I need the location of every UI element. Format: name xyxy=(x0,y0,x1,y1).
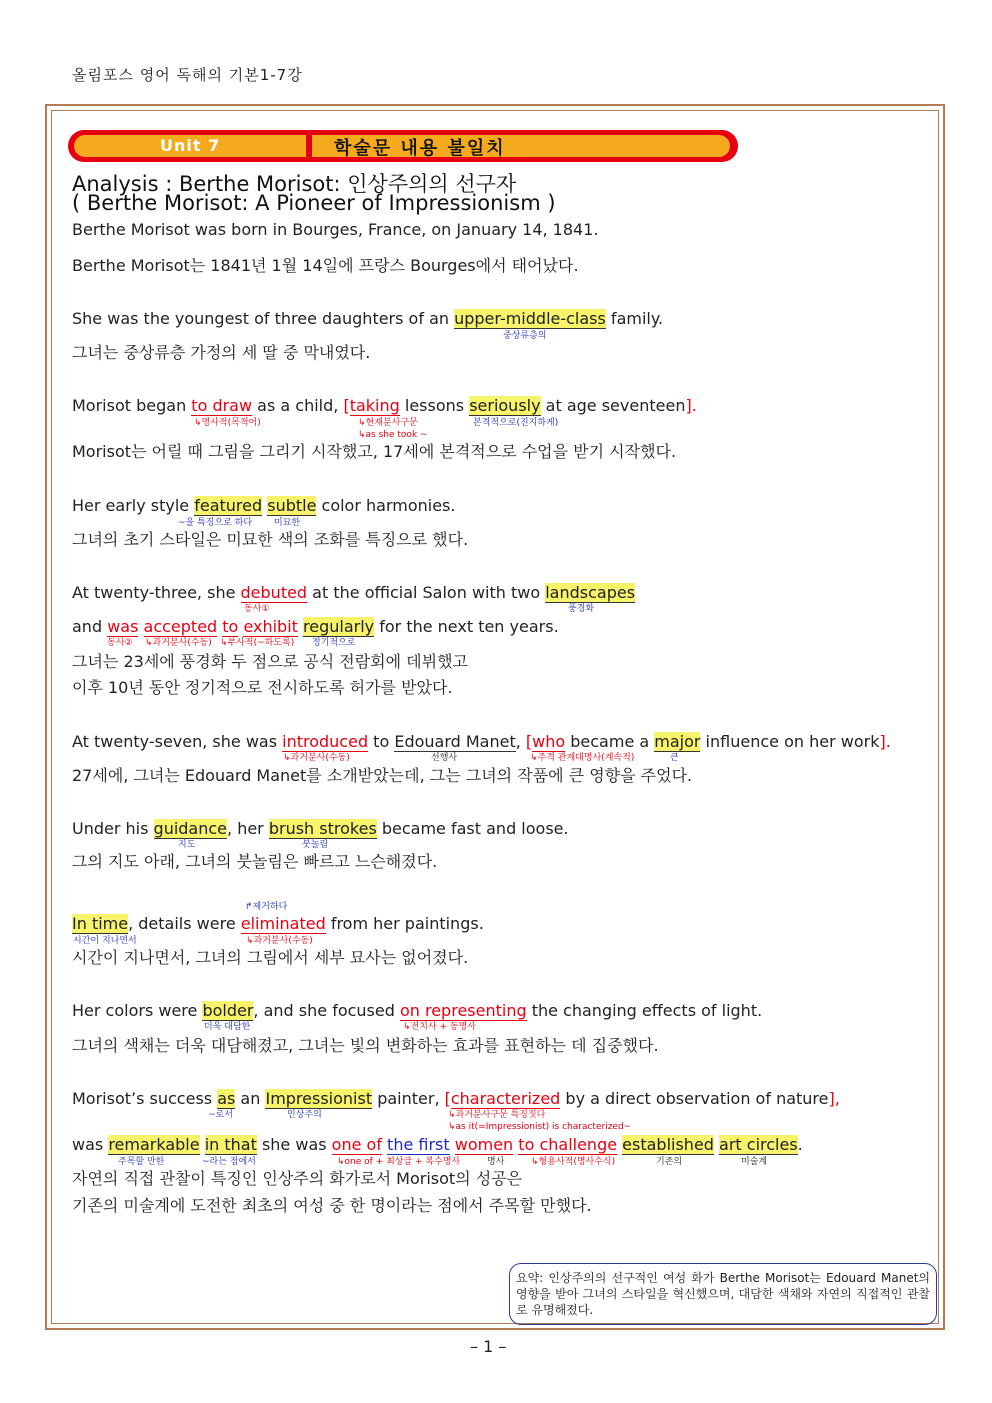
bracket: ]. xyxy=(879,732,891,751)
translation-7: 27세에, 그녀는 Edouard Manet를 소개받았는데, 그는 그녀의 작품에 큰 영향을 주었다. xyxy=(72,766,693,785)
page-number: – 1 – xyxy=(470,1337,507,1356)
text: as a child, xyxy=(252,396,344,415)
text: , her xyxy=(227,819,269,838)
note: 큰 xyxy=(670,753,679,763)
text: family. xyxy=(605,309,664,328)
note: ~을 특징으로 하다 xyxy=(178,518,253,528)
note: ↳현재분사구문 xyxy=(358,418,418,428)
text: , details were xyxy=(128,914,241,933)
vocab-highlight: Impressionist xyxy=(265,1089,373,1108)
text: influence on her work xyxy=(700,732,880,751)
sentence-2 xyxy=(72,309,663,329)
translation-6: 이후 10년 동안 정기적으로 전시하도록 허가를 받았다. xyxy=(72,678,453,697)
note: 기존의 xyxy=(656,1157,683,1167)
text: an xyxy=(235,1089,266,1108)
grammar-highlight: to draw xyxy=(191,396,253,415)
note: 명사 xyxy=(487,1157,505,1167)
vocab-highlight: as xyxy=(217,1089,236,1108)
note: ↳부사적(~하도록) xyxy=(220,638,295,648)
translation-11: 자연의 직접 관찰이 특징인 인상주의 화가로서 Morisot의 성공은 xyxy=(72,1169,523,1188)
note: ↳as she took ~ xyxy=(358,430,428,440)
bracket: ]. xyxy=(685,396,697,415)
sentence-8 xyxy=(72,819,569,839)
note: ~라는 점에서 xyxy=(202,1157,256,1167)
translation-5: 그녀는 23세에 풍경화 두 점으로 공식 전람회에 데뷔했고 xyxy=(72,652,468,671)
note: ↳one of + 최상급 + 복수명사 xyxy=(337,1157,461,1167)
text: lessons xyxy=(399,396,470,415)
analysis-subtitle: ( Berthe Morisot: A Pioneer of Impressionism ) xyxy=(72,191,556,215)
vocab-highlight: regularly xyxy=(303,617,375,636)
note: 동사② xyxy=(107,638,133,648)
sentence-7 xyxy=(72,732,891,752)
note: ↳as it(=Impressionist) is characterized~ xyxy=(448,1122,632,1132)
translation-8: 그의 지도 아래, 그녀의 붓놀림은 빠르고 느슨해졌다. xyxy=(72,852,438,871)
sentence-5 xyxy=(72,583,635,603)
grammar-highlight: was xyxy=(107,617,139,636)
translation-9: 시간이 지나면서, 그녀의 그림에서 세부 묘사는 없어졌다. xyxy=(72,948,469,967)
text xyxy=(450,1135,455,1154)
text: , and she focused xyxy=(253,1001,400,1020)
text: color harmonies. xyxy=(316,496,456,515)
note: ↳형용사적(명사수식) xyxy=(531,1157,616,1167)
translation-10: 그녀의 색채는 더욱 대담해졌고, 그녀는 빛의 변화하는 효과를 표현하는 데 집중했다. xyxy=(72,1036,659,1055)
grammar-highlight: to xyxy=(222,617,239,636)
sentence-11 xyxy=(72,1089,840,1109)
vocab-highlight: bolder xyxy=(202,1001,254,1020)
vocab-highlight: established xyxy=(622,1135,714,1154)
text: Under his xyxy=(72,819,154,838)
grammar-highlight: exhibit xyxy=(243,617,298,636)
analysis-title: Analysis : Berthe Morisot: 인상주의의 선구자 xyxy=(72,172,517,196)
vocab-highlight: in that xyxy=(204,1135,257,1154)
grammar-highlight: eliminated xyxy=(240,914,326,933)
grammar-highlight: taking xyxy=(349,396,400,415)
text: she was xyxy=(256,1135,332,1154)
vocab-highlight: remarkable xyxy=(108,1135,200,1154)
text: Morisot’s success xyxy=(72,1089,218,1108)
text: from her paintings. xyxy=(325,914,484,933)
text: the changing effects of light. xyxy=(526,1001,763,1020)
bracket: ], xyxy=(828,1089,840,1108)
text: was xyxy=(72,1135,109,1154)
note: 미술계 xyxy=(741,1157,768,1167)
sentence-4 xyxy=(72,496,455,516)
vocab-highlight: brush strokes xyxy=(268,819,377,838)
note: 선행사 xyxy=(431,753,458,763)
underlined-text: Edouard Manet xyxy=(394,732,516,751)
note: 인상주의 xyxy=(287,1110,322,1120)
sentence-1: Berthe Morisot was born in Bourges, France, on January 14, 1841. xyxy=(72,220,599,239)
grammar-highlight: on representing xyxy=(399,1001,527,1020)
text: became a xyxy=(565,732,655,751)
note: 동사① xyxy=(244,604,270,614)
note: 정기적으로 xyxy=(312,638,356,648)
sentence-9 xyxy=(72,914,484,934)
note: ↳주격 관계대명사(계속적) xyxy=(530,753,635,763)
note: 붓놀림 xyxy=(302,840,329,850)
text: for the next ten years. xyxy=(374,617,559,636)
text: became fast and loose. xyxy=(376,819,569,838)
note: ↳과거분사(수동) xyxy=(145,638,212,648)
translation-4: 그녀의 초기 스타일은 미묘한 색의 조화를 특징으로 했다. xyxy=(72,530,469,549)
vocab-highlight: In time xyxy=(72,914,129,933)
vocab-highlight: landscapes xyxy=(545,583,636,602)
grammar-highlight-blue: the first xyxy=(387,1135,450,1154)
text: Her colors were xyxy=(72,1001,203,1020)
grammar-highlight: accepted xyxy=(143,617,218,636)
bracket: [ xyxy=(525,732,533,751)
grammar-highlight: women xyxy=(454,1135,514,1154)
text: at the official Salon with two xyxy=(307,583,546,602)
summary-box: 요약: 인상주의의 선구적인 여성 화가 Berthe Morisot는 Edouard Manet의 영향을 받아 그녀의 스타일을 혁신했으며, 대담한 색채와 자연의 직접적인 관찰로 유명해졌다. xyxy=(509,1263,937,1325)
grammar-highlight: who xyxy=(532,732,566,751)
note: 주목할 만한 xyxy=(118,1157,165,1167)
document-header: 올림포스 영어 독해의 기본1-7강 xyxy=(72,66,303,84)
text: She was the youngest of three daughters of an xyxy=(72,309,455,328)
note: 지도 xyxy=(178,840,196,850)
grammar-highlight: debuted xyxy=(240,583,308,602)
sentence-3 xyxy=(72,396,697,416)
unit-title: 학술문 내용 불일치 xyxy=(334,138,506,159)
grammar-highlight: characterized xyxy=(450,1089,561,1108)
unit-label: Unit 7 xyxy=(160,136,221,155)
note: 더욱 대담한 xyxy=(204,1022,251,1032)
text: At twenty-seven, she was xyxy=(72,732,283,751)
grammar-highlight: introduced xyxy=(282,732,369,751)
translation-2: 그녀는 중상류층 가정의 세 딸 중 막내였다. xyxy=(72,343,371,362)
note: 본격적으로(진지하게) xyxy=(473,418,559,428)
text: at age seventeen xyxy=(540,396,686,415)
text xyxy=(200,1135,205,1154)
translation-3: Morisot는 어릴 때 그림을 그리기 시작했고, 17세에 본격적으로 수업을 받기 시작했다. xyxy=(72,442,677,461)
text: painter, xyxy=(372,1089,445,1108)
translation-1: Berthe Morisot는 1841년 1월 14일에 프랑스 Bourges에서 태어났다. xyxy=(72,256,579,275)
text: . xyxy=(797,1135,803,1154)
note: ↳과거분사구문 특징짓다 xyxy=(448,1110,546,1120)
text: , xyxy=(515,732,526,751)
vocab-highlight: upper-middle-class xyxy=(454,309,606,328)
text: and xyxy=(72,617,108,636)
note: ↳과거분사(수동) xyxy=(283,753,350,763)
sentence-12 xyxy=(72,1135,803,1155)
text: At twenty-three, she xyxy=(72,583,241,602)
note: 풍경화 xyxy=(568,604,595,614)
vocab-highlight: guidance xyxy=(153,819,228,838)
vocab-highlight: seriously xyxy=(469,396,541,415)
text xyxy=(138,617,143,636)
text: Morisot began xyxy=(72,396,192,415)
note: ↱제거하다 xyxy=(245,902,288,912)
note: ↳명사적(목적어) xyxy=(194,418,261,428)
note: 시간이 지나면서 xyxy=(73,936,137,946)
note: ↳전치사 + 동명사 xyxy=(403,1022,476,1032)
bracket: [ xyxy=(343,396,350,415)
sentence-6 xyxy=(72,617,559,637)
vocab-highlight: subtle xyxy=(267,496,317,515)
note: 중상류층의 xyxy=(503,331,547,341)
bracket: [ xyxy=(444,1089,451,1108)
vocab-highlight: featured xyxy=(194,496,263,515)
grammar-highlight: one of xyxy=(331,1135,382,1154)
text: by a direct observation of nature xyxy=(560,1089,829,1108)
note: 미묘한 xyxy=(274,518,301,528)
vocab-highlight: art circles xyxy=(719,1135,798,1154)
vocab-highlight: major xyxy=(654,732,701,751)
note: ↳과거분사(수동) xyxy=(246,936,313,946)
sentence-10 xyxy=(72,1001,762,1021)
grammar-highlight: to challenge xyxy=(518,1135,618,1154)
translation-12: 기존의 미술계에 도전한 최초의 여성 중 한 명이라는 점에서 주목할 만했다. xyxy=(72,1196,592,1215)
text: to xyxy=(368,732,395,751)
text: Her early style xyxy=(72,496,195,515)
note: ~로서 xyxy=(208,1110,233,1120)
